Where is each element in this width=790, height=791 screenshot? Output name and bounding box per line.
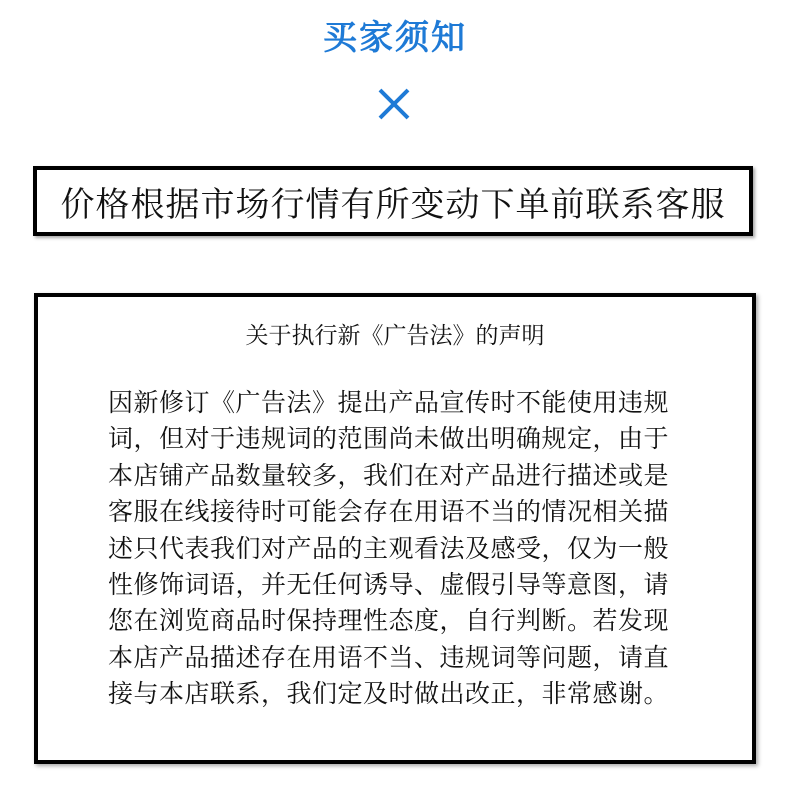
close-x-icon bbox=[377, 87, 411, 121]
declaration-line: 因新修订《广告法》提出产品宣传时不能使用违规 bbox=[108, 388, 670, 417]
declaration-line: 词，但对于违规词的范围尚未做出明确规定，由于 bbox=[108, 424, 670, 454]
declaration-line: 客服在线接待时可能会存在用语不当的情况相关描 bbox=[108, 497, 670, 527]
declaration-line: 您在浏览商品时保持理性态度，自行判断。若发现 bbox=[108, 606, 670, 636]
declaration-line: 述只代表我们对产品的主观看法及感受，仅为一般 bbox=[108, 533, 670, 563]
ad-law-declaration bbox=[34, 293, 756, 764]
declaration-body bbox=[108, 385, 669, 713]
declaration-title: 关于执行新《广告法》的声明 bbox=[245, 323, 545, 349]
declaration-line: 接与本店联系，我们定及时做出改正，非常感谢。 bbox=[108, 679, 670, 709]
page-title: 买家须知 bbox=[323, 18, 467, 58]
price-notice-banner bbox=[33, 166, 753, 236]
declaration-line: 本店产品描述存在用语不当、违规词等问题，请直 bbox=[108, 642, 670, 672]
declaration-line: 性修饰词语，并无任何诱导、虚假引导等意图，请 bbox=[108, 570, 670, 600]
declaration-line: 本店铺产品数量较多，我们在对产品进行描述或是 bbox=[108, 460, 670, 490]
price-notice-text: 价格根据市场行情有所变动下单前联系客服 bbox=[60, 184, 726, 225]
